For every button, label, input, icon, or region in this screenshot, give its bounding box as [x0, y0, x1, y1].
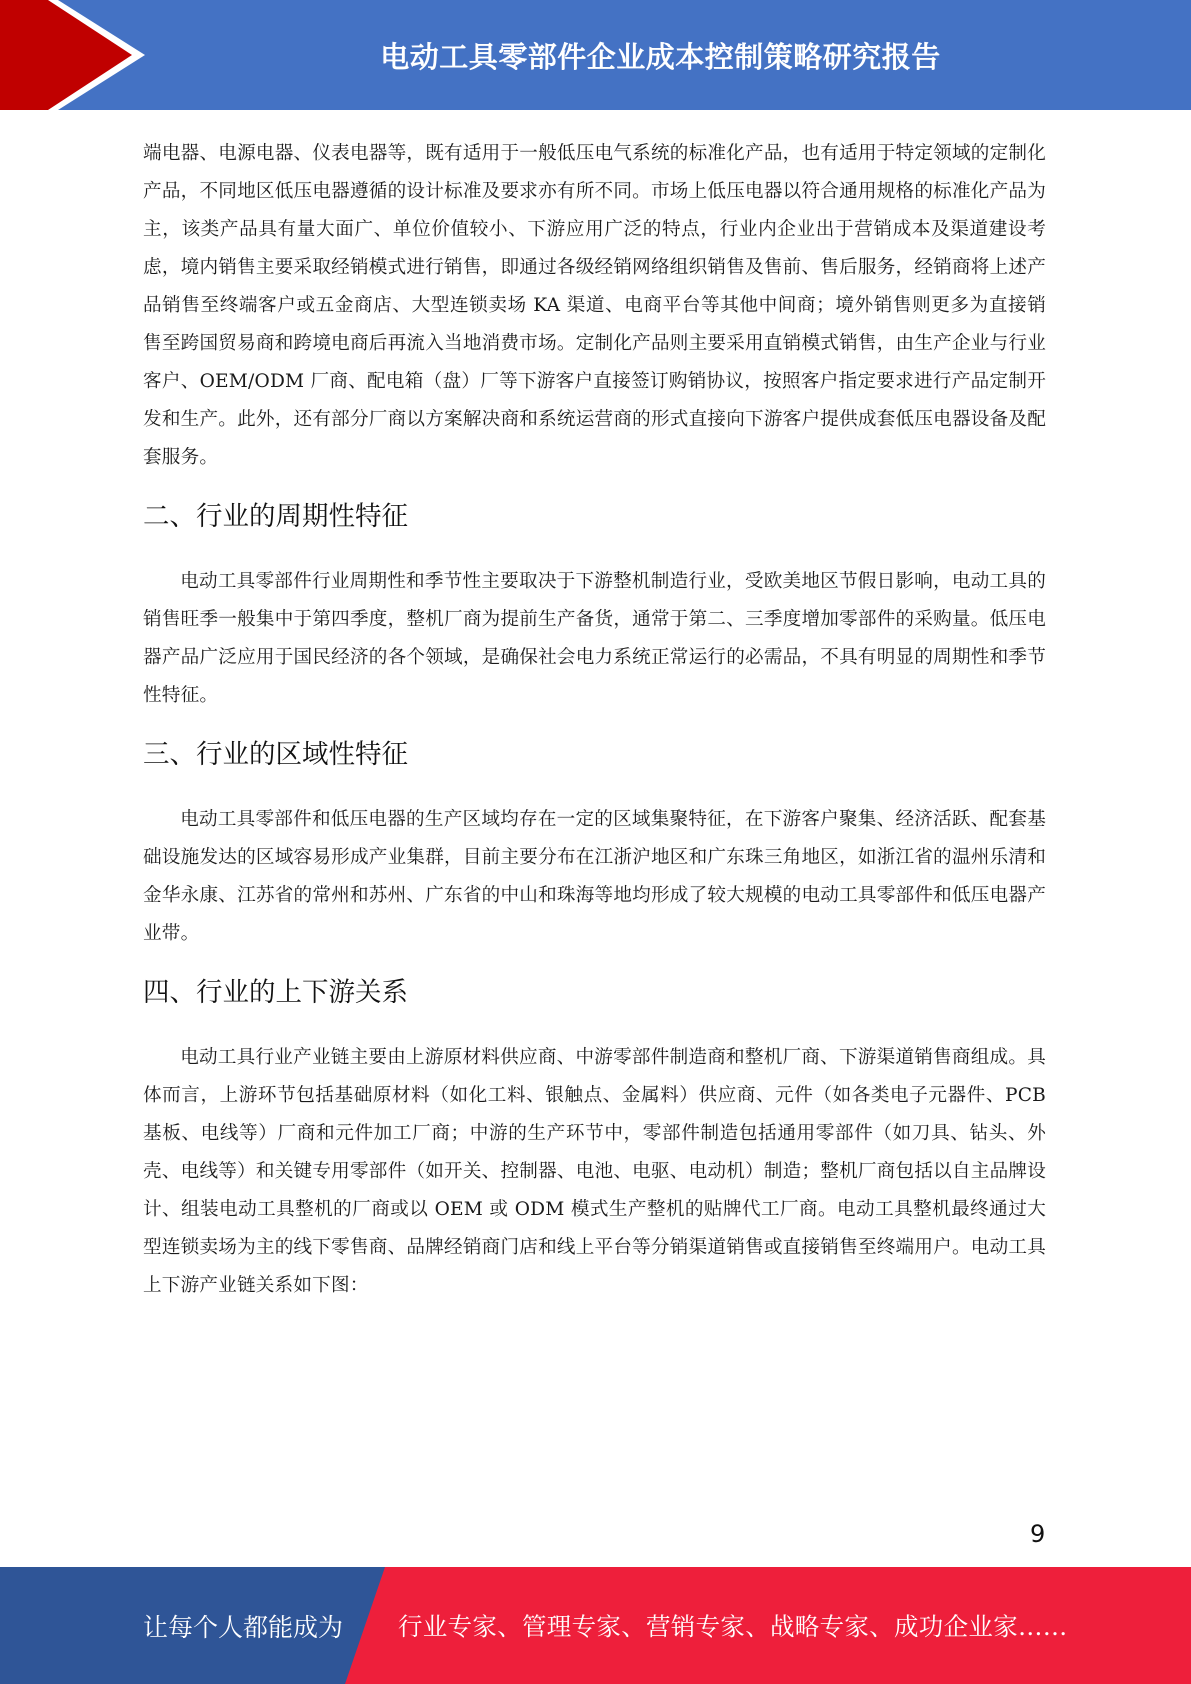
section-heading-cyclical: 二、行业的周期性特征 [143, 501, 408, 532]
page-body [143, 135, 1046, 1305]
footer-slogan-left: 让每个人都能成为 [143, 1612, 344, 1642]
report-title: 电动工具零部件企业成本控制策略研究报告 [380, 39, 941, 74]
page-number: 9 [1030, 1520, 1046, 1548]
arrow-decoration-icon [0, 0, 160, 110]
section-paragraph-regional: 电动工具零部件和低压电器的生产区域均存在一定的区域集聚特征，在下游客户聚集、经济活跃、配套基础设施发达的区域容易形成产业集群，目前主要分布在江浙沪地区和广东珠三角地区，如浙江省的温州乐清和金华永康、江苏省的常州和苏州、广东省的中山和珠海等地均形成了较大规模的电动工具零部件和低压电器产业带。 [143, 809, 1046, 944]
header-bar [0, 0, 1191, 110]
footer-bar [0, 1567, 1191, 1684]
footer-slogan-right: 行业专家、管理专家、营销专家、战略专家、成功企业家…… [398, 1612, 1068, 1641]
intro-paragraph: 端电器、电源电器、仪表电器等，既有适用于一般低压电气系统的标准化产品，也有适用于特定领域的定制化产品，不同地区低压电器遵循的设计标准及要求亦有所不同。市场上低压电器以符合通用规格的标准化产品为主，该类产品具有量大面广、单位价值较小、下游应用广泛的特点，行业内企业出于营销成本及渠道建设考虑，境内销售主要采取经销模式进行销售，即通过各级经销网络组织销售及售前、售后服务，经销商将上述产品销售至终端客户或五金商店、大型连锁卖场 KA 渠道、电商平台等其他中间商；境外销售则更多为直接销售至跨国贸易商和跨境电商后再流入当地消费市场。定制化产品则主要采用直销模式销售，由生产企业与行业客户、OEM/ODM 厂商、配电箱（盘）厂等下游客户直接签订购销协议，按照客户指定要求进行产品定制开发和生产。此外，还有部分厂商以方案解决商和系统运营商的形式直接向下游客户提供成套低压电器设备及配套服务。 [143, 143, 1046, 468]
section-paragraph-supply-chain: 电动工具行业产业链主要由上游原材料供应商、中游零部件制造商和整机厂商、下游渠道销售商组成。具体而言，上游环节包括基础原材料（如化工料、银触点、金属料）供应商、元件（如各类电子元器件、PCB 基板、电线等）厂商和元件加工厂商；中游的生产环节中，零部件制造包括通用零部件（如刀具、钻头、外壳、电线等）和关键专用零部件（如开关、控制器、电池、电驱、电动机）制造；整机厂商包括以自主品牌设计、组装电动工具整机的厂商或以 OEM 或 ODM 模式生产整机的贴牌代工厂商。电动工具整机最终通过大型连锁卖场为主的线下零售商、品牌经销商门店和线上平台等分销渠道销售或直接销售至终端用户。电动工具上下游产业链关系如下图： [143, 1047, 1046, 1296]
section-heading-regional: 三、行业的区域性特征 [143, 739, 408, 770]
section-heading-supply-chain: 四、行业的上下游关系 [143, 977, 408, 1008]
section-paragraph-cyclical: 电动工具零部件行业周期性和季节性主要取决于下游整机制造行业，受欧美地区节假日影响，电动工具的销售旺季一般集中于第四季度，整机厂商为提前生产备货，通常于第二、三季度增加零部件的采购量。低压电器产品广泛应用于国民经济的各个领域，是确保社会电力系统正常运行的必需品，不具有明显的周期性和季节性特征。 [143, 571, 1046, 706]
